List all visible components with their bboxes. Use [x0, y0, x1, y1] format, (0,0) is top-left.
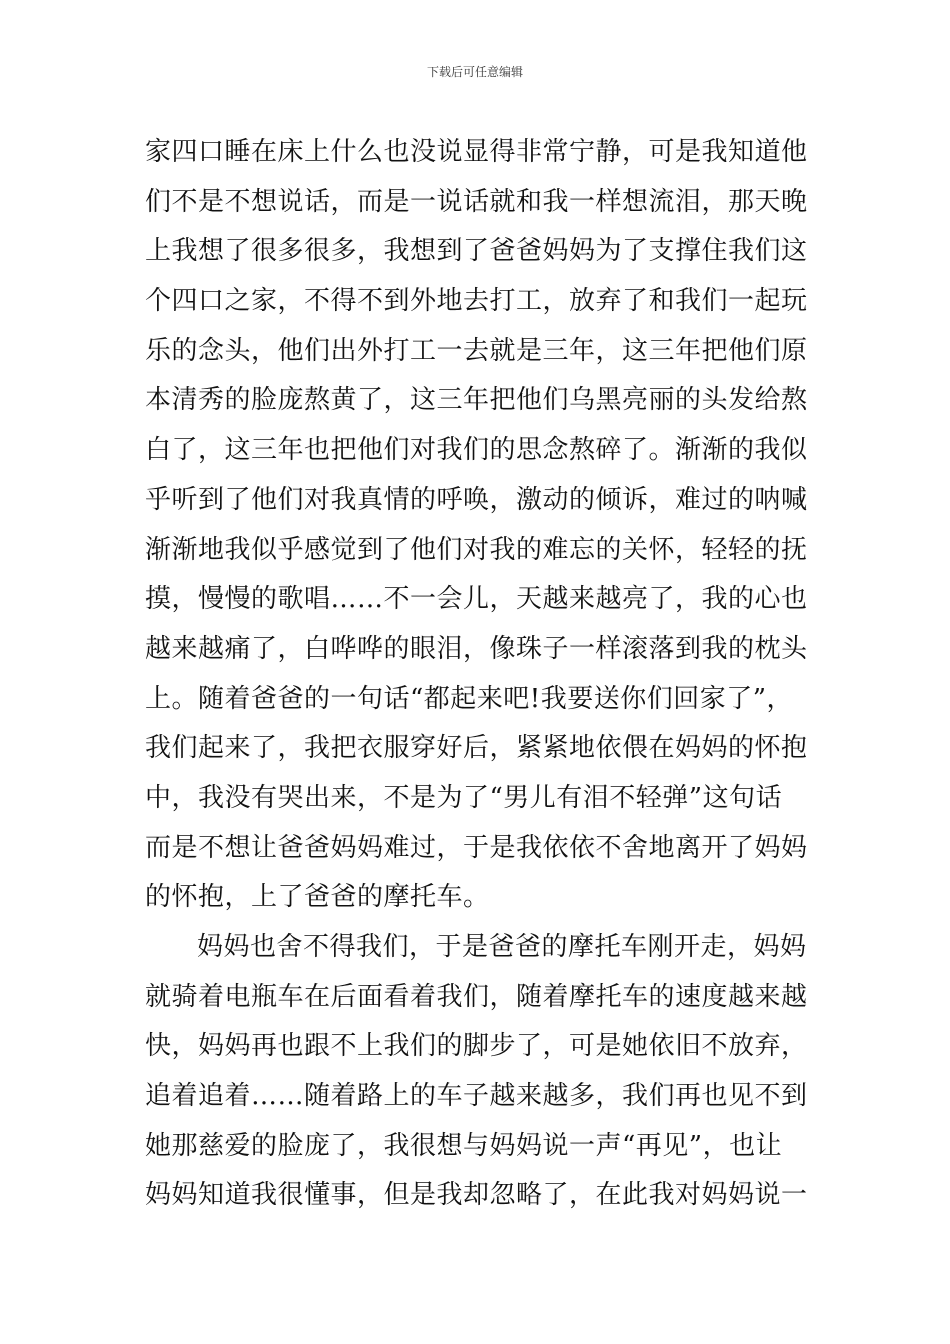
- body-text: [145, 128, 810, 1221]
- text-line: 们不是不想说话，而是一说话就和我一样想流泪，那天晚: [145, 186, 808, 217]
- text-line: 追着追着……随着路上的车子越来越多，我们再也见不到: [145, 1081, 808, 1112]
- text-line: 渐渐地我似乎感觉到了他们对我的难忘的关怀，轻轻的抚: [145, 534, 808, 565]
- text-line: 家四口睡在床上什么也没说显得非常宁静，可是我知道他: [145, 137, 808, 167]
- text-line: 乐的念头，他们出外打工一去就是三年，这三年把他们原: [145, 335, 808, 366]
- text-line: 白了，这三年也把他们对我们的思念熬碎了。渐渐的我似: [145, 435, 808, 466]
- text-line: 妈妈知道我很懂事，但是我却忽略了，在此我对妈妈说一: [145, 1180, 808, 1211]
- text-line: 中，我没有哭出来，不是为了“男儿有泪不轻弹”这句话: [145, 782, 783, 813]
- text-line: 而是不想让爸爸妈妈难过，于是我依依不舍地离开了妈妈: [145, 832, 808, 863]
- paragraph-first-line: 妈妈也舍不得我们，于是爸爸的摩托车刚开走，妈妈: [197, 932, 807, 962]
- text-line: 她那慈爱的脸庞了，我很想与妈妈说一声“再见”，也让: [145, 1130, 783, 1161]
- text-line: 就骑着电瓶车在后面看着我们，随着摩托车的速度越来越: [145, 981, 808, 1012]
- text-line: 上。随着爸爸的一句话“都起来吧!我要送你们回家了”，: [145, 683, 794, 714]
- text-line: 越来越痛了，白哗哗的眼泪，像珠子一样滚落到我的枕头: [145, 633, 808, 664]
- text-line: 乎听到了他们对我真情的呼唤，激动的倾诉，难过的呐喊: [145, 484, 808, 515]
- text-line: 快，妈妈再也跟不上我们的脚步了，可是她依旧不放弃，: [145, 1031, 808, 1062]
- text-line: 我们起来了，我把衣服穿好后，紧紧地依偎在妈妈的怀抱: [145, 733, 808, 764]
- text-line: 的怀抱，上了爸爸的摩托车。: [145, 882, 490, 913]
- text-line: 摸，慢慢的歌唱……不一会儿，天越来越亮了，我的心也: [145, 584, 808, 615]
- page-header: 下载后可任意编辑: [426, 65, 523, 79]
- text-line: 本清秀的脸庞熬黄了，这三年把他们乌黑亮丽的头发给熬: [145, 385, 808, 416]
- text-line: 个四口之家，不得不到外地去打工，放弃了和我们一起玩: [145, 286, 808, 317]
- text-line: 上我想了很多很多，我想到了爸爸妈妈为了支撑住我们这: [145, 236, 808, 267]
